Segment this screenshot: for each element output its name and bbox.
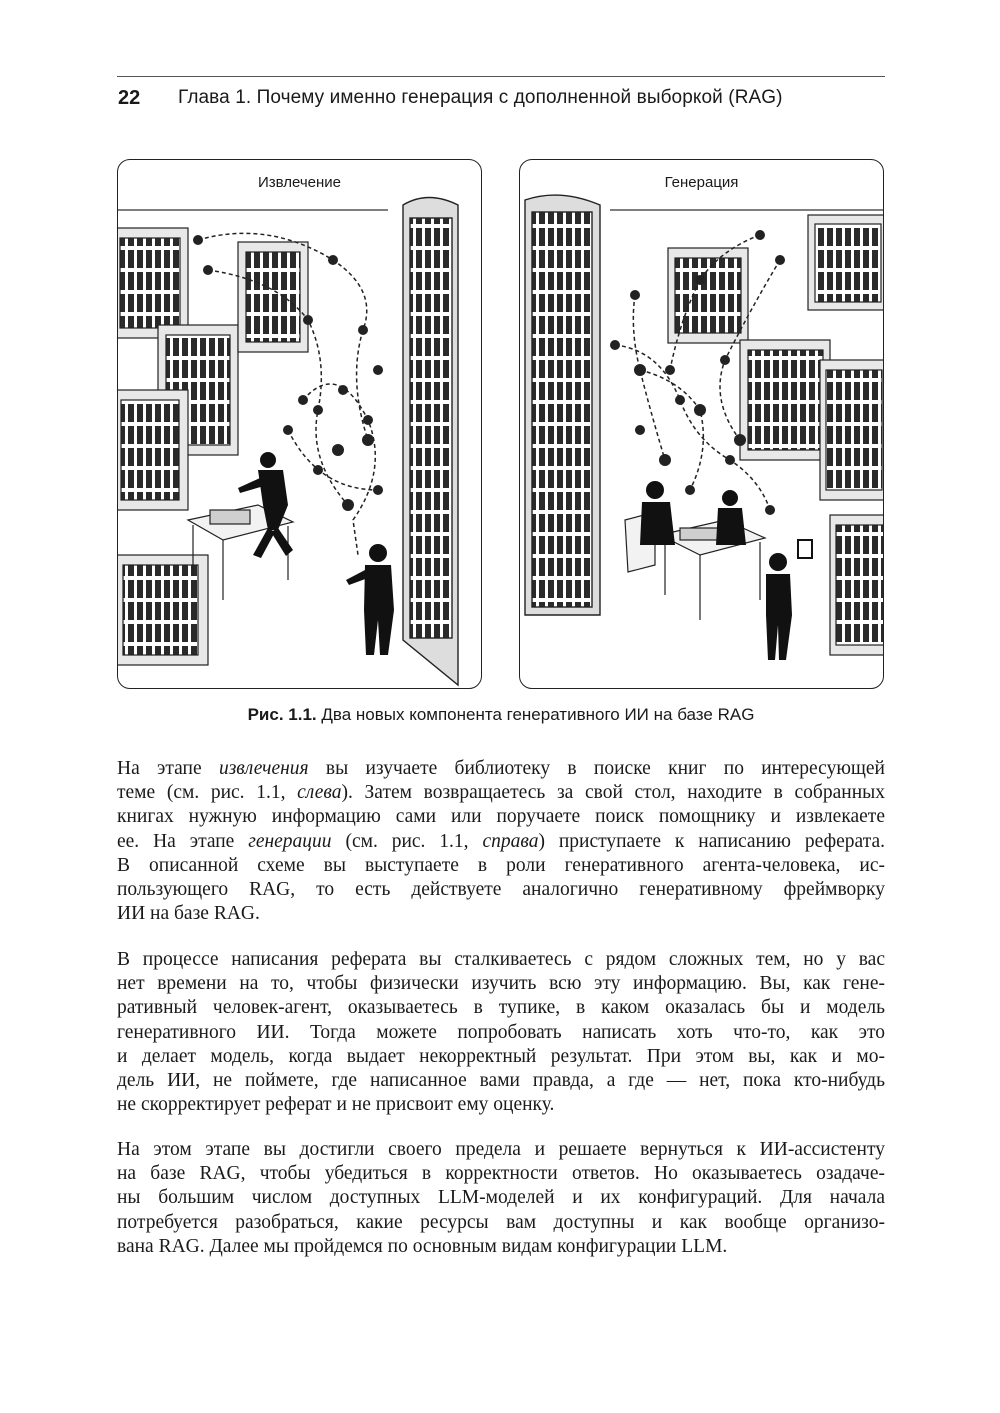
figure-caption-text: Два новых компонента генеративного ИИ на базе RAG [321,705,755,724]
paragraph-line: книгах нужную информацию сами или поручаете поиск помощнику и извлекаете [117,806,885,828]
paragraph-line: дель ИИ, не поймете, где написанное вами правда, а где — нет, пока кто-нибудь [117,1070,885,1092]
text-span: ) приступаете к написанию реферата. [538,830,885,852]
paragraph-line: потребуется разобраться, какие ресурсы вам доступны и как вообще организо- [117,1211,885,1233]
italic-term: генерации [248,830,332,852]
paragraph-line: В описанной схеме вы выступаете в роли генеративного агента-человека, ис- [117,854,885,876]
generation-illustration [520,160,883,688]
paragraph-line: нет времени на то, чтобы физически изучить всю эту информацию. Вы, как гене- [117,973,885,995]
text-span: вы изучаете библиотеку в поиске книг по интересующей [308,758,885,779]
paragraph-1 [117,757,885,926]
running-title: Глава 1. Почему именно генерация с дополненной выборкой (RAG) [178,87,783,108]
paragraph-line: В процессе написания реферата вы сталкиваетесь с рядом сложных тем, но у вас [117,949,885,970]
paragraph-line: ны большим числом доступных LLM-моделей и их конфигураций. Для начала [117,1187,885,1209]
paragraph-line: На этом этапе вы достигли своего предела и решаете вернуться к ИИ-ассистенту [117,1139,885,1160]
paragraph-line [117,830,885,854]
paragraph-3 [117,1138,885,1259]
panel-label-retrieval: Извлечение [257,174,342,191]
paragraph-line: ИИ на базе RAG. [117,903,260,925]
paragraph-line: на базе RAG, чтобы убедиться в корректности ответов. Но оказываетесь озадаче- [117,1163,885,1185]
italic-term: справа [482,830,539,852]
figure-caption-label: Рис. 1.1. [247,705,317,724]
figure-panel-generation [519,159,884,689]
paragraph-line: пользующего RAG, то есть действуете аналогично генеративному фреймворку [117,879,885,901]
paragraph-line: и делает модель, когда выдает некорректный результат. При этом вы, как и мо- [117,1045,885,1067]
header-rule [117,76,885,77]
retrieval-illustration [118,160,481,688]
text-span: ее. На этапе [117,830,249,852]
paragraph-line: вана RAG. Далее мы пройдемся по основным видам конфигурации LLM. [117,1235,728,1257]
italic-term: слева [297,782,342,804]
text-span: ). Затем возвращаетесь за свой стол, находите в собранных [341,782,885,804]
paragraph-line [117,781,885,805]
paragraph-2 [117,948,885,1117]
paragraph-line: не скорректирует реферат и не присвоит ему оценку. [117,1094,555,1116]
italic-term: извлечения [218,758,309,779]
panel-label-generation: Генерация [664,174,739,191]
paragraph-line: генеративного ИИ. Тогда можете попробовать написать хоть что-то, как это [117,1021,885,1043]
page-number: 22 [118,87,141,109]
text-span: На этапе [117,758,219,779]
text-span: теме (см. рис. 1.1, [117,782,298,804]
figure-panel-retrieval [117,159,482,689]
paragraph-line: ративный человек-агент, оказываетесь в тупике, в каком оказалась бы и модель [117,997,885,1019]
text-span: (см. рис. 1.1, [331,830,483,852]
paragraph-line [117,757,885,781]
figure-caption [117,705,885,725]
